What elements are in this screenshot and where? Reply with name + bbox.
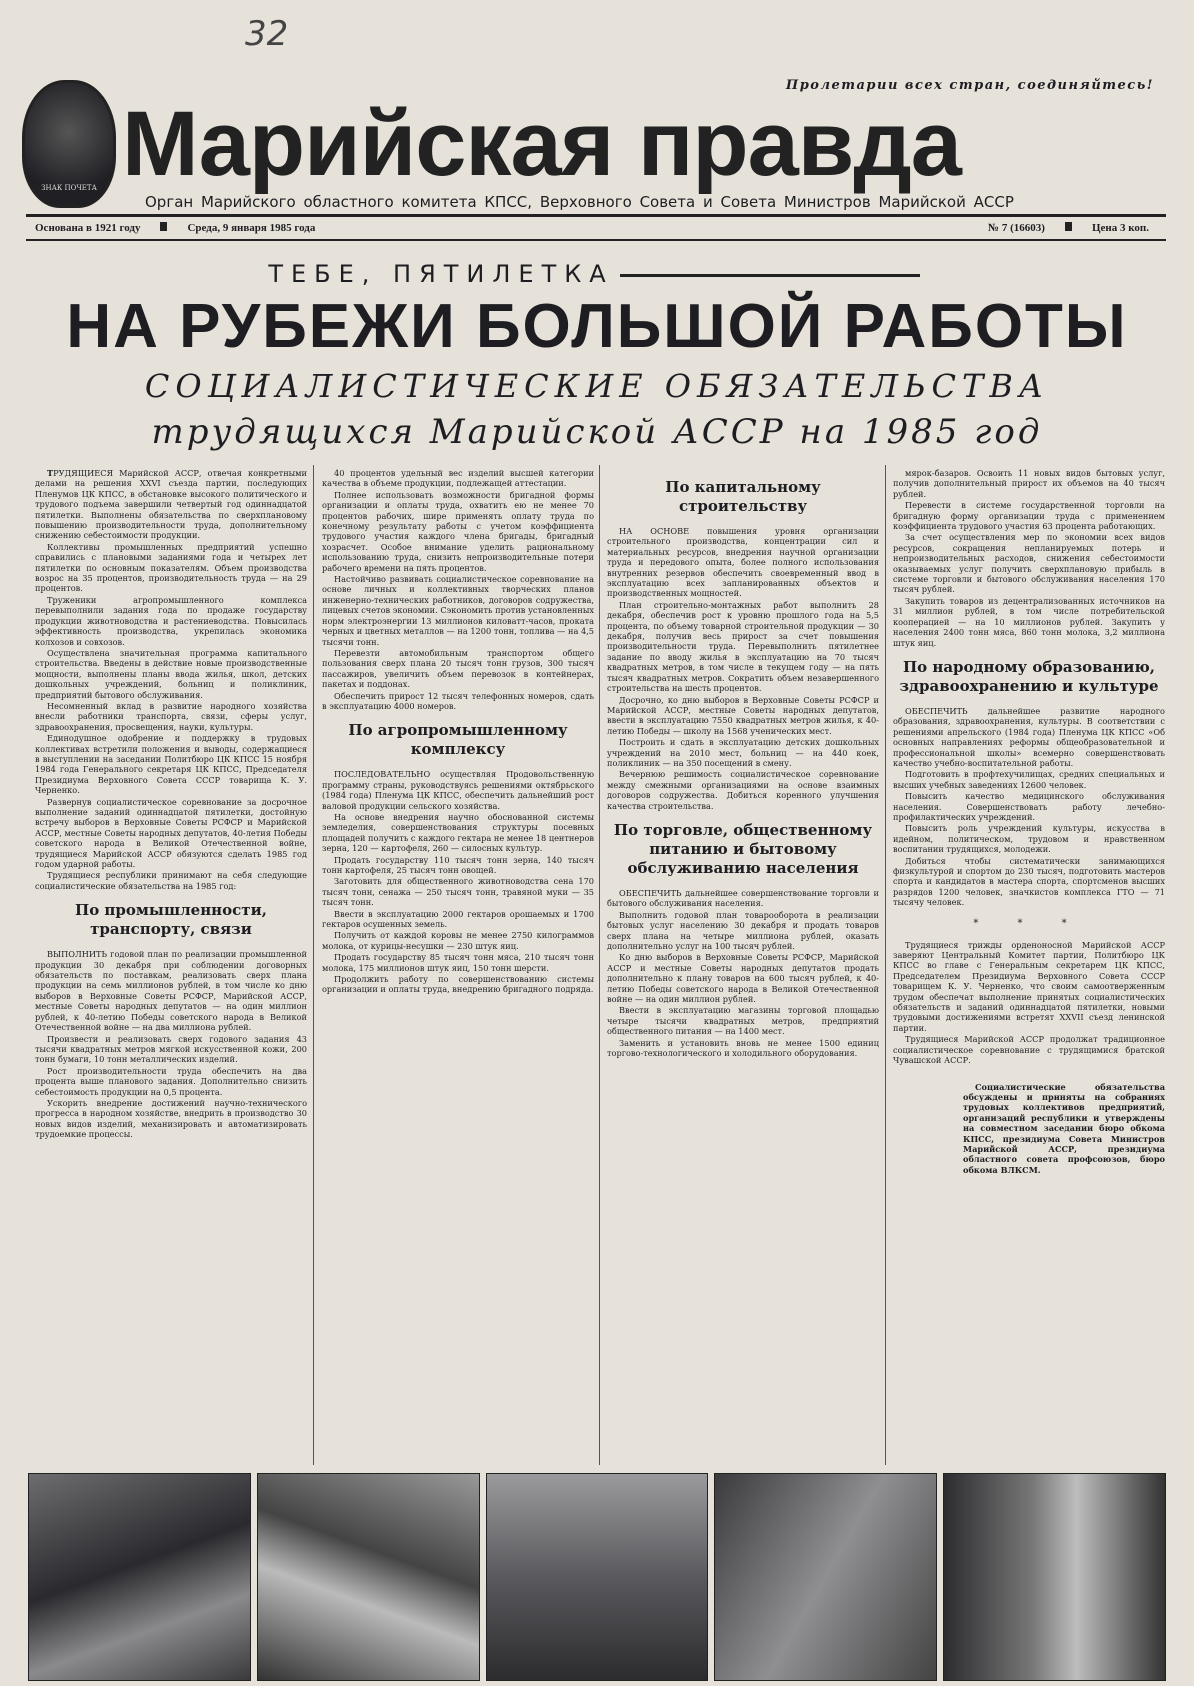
subheadline-2: трудящихся Марийской АССР на 1985 год [151, 412, 1043, 452]
paragraph: Подготовить в профтехучилищах, средних специальных и высших учебных заведениях 12600 человек. [893, 769, 1165, 790]
paragraph: Рост производительности труда обеспечить на два процента выше планового задания. Дополнительно снизить себестоимость продукции на 0,5 процента. [35, 1065, 307, 1097]
section-heading-education: По народному образованию, здравоохранению и культуре [899, 657, 1159, 695]
paragraph: Осуществлена значительная программа капитального строительства. Введены в действие новые производственные мощности, выполнены планы ввода жилья, школ, детских дошкольных учреждений, больниц и поликлиник, предприятий бытового обслуживания. [35, 647, 307, 700]
paragraph: За счет осуществления мер по экономии всех видов ресурсов, сокращения непланируемых потерь и непроизводительных расходов, снижения себестоимости оказываемых услуг получить сверхплановую прибыль в системе торговли и бытового обслуживания населения 170 тысяч рублей. [893, 532, 1165, 595]
paragraph: Ввести в эксплуатацию магазины торговой площадью четыре тысячи квадратных метров, предприятий общественного питания — на 1400 мест. [607, 1005, 879, 1037]
paragraph: Единодушное одобрение и поддержку в трудовых коллективах встретили положения и выводы, содержащиеся в выступлении на заседании Политбюро ЦК КПСС 15 ноября 1984 года Генерального секретаря ЦК КПСС, Председателя Президиума Верховного Совета СССР товарища К. У. Черненко. [35, 733, 307, 796]
paragraph: Добиться чтобы систематически занимающихся физкультурой и спортом до 230 тысяч, подготовить мастеров спорта и кандидатов в мастера спорта, спортсменов высших разрядов 1200 человек, значкистов комплекса ГТО — 71 тысячу человек. [893, 855, 1165, 908]
paragraph: Коллективы промышленных предприятий успешно справились с плановыми заданиями года и четырех лет пятилетки по основным показателям. Объем производства возрос на 35 процентов, производительность труда — на 29 процентов. [35, 541, 307, 594]
motto: Пролетарии всех стран, соединяйтесь! [785, 78, 1154, 93]
paragraph: мярок-базаров. Освоить 11 новых видов бытовых услуг, получив дополнительный прирост их объемов на 40 тысяч рублей. [893, 468, 1165, 499]
column-rule [599, 465, 600, 1465]
paragraph: Перевести в системе государственной торговли на бригадную форму организации труда с применением коэффициента трудового участия 63 процента работающих. [893, 500, 1165, 532]
organ-line: Орган Марийского областного комитета КПСС, Верховного Совета и Совета Министров Марийской АССР [145, 193, 1014, 211]
adoption-note: Социалистические обязательства обсуждены и приняты на собраниях трудовых коллективов предприятий, организаций республики и утверждены на совместном заседании бюро обкома КПСС, президиума Совета Министров Марийской АССР, президиума областного совета профсоюзов, бюро обкома ВЛКСМ. [963, 1081, 1165, 1175]
column-4 [893, 468, 1165, 1176]
column-2 [322, 468, 594, 996]
paragraph: Получить от каждой коровы не менее 2750 килограммов молока, от курицы-несушки — 230 штук яиц. [322, 930, 594, 951]
paragraph: 40 процентов удельный вес изделий высшей категории качества в объеме продукции, подлежащей аттестации. [322, 468, 594, 489]
column-3 [607, 468, 879, 1059]
issue-info-right: № 7 (16603) Цена 3 коп. [988, 222, 1149, 234]
paragraph: Построить и сдать в эксплуатацию детских дошкольных учреждений на 2010 мест, больниц — на 440 коек, поликлиник — на 350 посещений в смену. [607, 737, 879, 768]
paragraph: Заготовить для общественного животноводства сена 170 тысяч тонн, сенажа — 250 тысяч тонн, травяной муки — 35 тысяч тонн. [322, 876, 594, 908]
handwritten-page-number: 32 [245, 14, 289, 54]
paragraph: Продать государству 110 тысяч тонн зерна, 140 тысяч тонн картофеля, 25 тысяч тонн овощей. [322, 854, 594, 875]
paragraph: Ввести в эксплуатацию 2000 гектаров орошаемых и 1700 гектаров осушенных земель. [322, 908, 594, 930]
paragraph: Полнее использовать возможности бригадной формы организации и оплаты труда, охватить ею не менее 70 процентов рабочих, шире применять оплату труда по конечному результату работы с учетом коэффициента трудового участия каждого члена бригады, бригадный хозрасчет. Особое внимание уделить рациональному использованию труда, снизить непроизводительные потери рабочего времени на пять процентов. [322, 489, 594, 573]
section-heading-agro: По агропромышленному комплексу [348, 721, 568, 759]
paragraph: Вечернюю решимость социалистическое соревнование между смежными организациями на основе взаимных договоров содружества. Добиться коренного улучшения качества строительства. [607, 769, 879, 811]
paragraph: Заменить и установить вновь не менее 1500 единиц торгово-технологического и холодильного оборудования. [607, 1037, 879, 1059]
section-heading-trade: По торговле, общественному питанию и бытовому обслуживанию населения [613, 820, 873, 877]
paragraph: Развернув социалистическое соревнование за досрочное выполнение заданий одиннадцатой пятилетки, достойную встречу выборов в Верховные Советы РСФСР и Марийской АССР, местные Советы народных депутатов, 40-летия Победы советского народа в Великой Отечественной войне, трудящиеся Марийской АССР обязуются сделать 1985 год годом ударной работы. [35, 796, 307, 870]
paragraph: ОБЕСПЕЧИТЬ дальнейшее развитие народного образования, здравоохранения, культуры. В соответствии с решениями апрельского (1984 года) Пленума ЦК КПСС «Об основных направлениях реформы общеобразовательной и профессиональной школы» всемерно совершенствовать качество учебно-воспитательной работы. [893, 705, 1165, 768]
paragraph: Перевезти автомобильным транспортом общего пользования сверх плана 20 тысяч тонн грузов, 300 тысяч пассажиров, увеличить объем перевозок в контейнерах, пакетах и поддонах. [322, 647, 594, 690]
subheadline: СОЦИАЛИСТИЧЕСКИЕ ОБЯЗАТЕЛЬСТВА [144, 367, 1050, 405]
photo-construction-crane [28, 1473, 251, 1681]
newspaper-title: Марийская правда [122, 93, 961, 195]
paragraph: Трудящиеся трижды орденоносной Марийской АССР заверяют Центральный Комитет партии, Политбюро ЦК КПСС во главе с Генеральным секретарем ЦК КПСС, Председателем Президиума Верховного Совета СССР товарищем К. У. Черненко, что своим самоотверженным трудом обеспечат выполнение принятых социалистических обязательств и заданий одиннадцатой пятилетки, новыми трудовыми достижениями встретят XXVII съезд ленинской партии. [893, 939, 1165, 1033]
paragraph: План строительно-монтажных работ выполнить 28 декабря, обеспечив рост к уровню прошлого года на 5,5 процента, по объему товарной строительной продукции — 30 декабря, получив весь прирост за счет повышения производительности труда. Перевыполнить пятилетнее задание по вводу жилья в эксплуатацию на 70 тысяч квадратных метров, в том числе в текущем году — на пять тысяч квадратных метров. Сократить объем незавершенного строительства на шесть процентов. [607, 599, 879, 694]
paragraph: НА ОСНОВЕ повышения уровня организации строительного производства, концентрации сил и материальных ресурсов, внедрения научной организации труда и передового опыта, более полного использования внутренних резервов обеспечить своевременный ввод в эксплуатацию всех запланированных объектов и производственных мощностей. [607, 526, 879, 599]
paragraph: Настойчиво развивать социалистическое соревнование на основе личных и коллективных творческих планов инженерно-технических работников, договоров содружества, лицевых счетов экономии. Сэкономить против установленных норм электроэнергии 13 миллионов киловатт-часов, проката черных и цветных металлов — на 1200 тонн, топлива — на 4,5 тысячи тонн. [322, 574, 594, 647]
section-heading-industry: По промышленности, транспорту, связи [75, 901, 267, 939]
photo-shop [714, 1473, 937, 1681]
paragraph: Продолжить работу по совершенствованию системы организации и оплаты труда, внедрению бригадного подряда. [322, 974, 594, 995]
paragraph: На основе внедрения научно обоснованной системы земледелия, совершенствования структуры посевных площадей получить с каждого гектара не менее 18 центнеров зерна, 120 — картофеля, 260 — силосных культур. [322, 811, 594, 854]
divider [26, 239, 1166, 241]
photo-strip [28, 1473, 1166, 1681]
column-rule [885, 465, 886, 1465]
paragraph: Продать государству 85 тысяч тонн мяса, 210 тысяч тонн молока, 175 миллионов штук яиц, 150 тонн шерсти. [322, 952, 594, 973]
divider [26, 214, 1166, 217]
paragraph: Трудящиеся Марийской АССР продолжат традиционное социалистическое соревнование с трудящимися братской Чувашской АССР. [893, 1034, 1165, 1066]
column-1 [35, 468, 307, 1141]
photo-dancers [943, 1473, 1166, 1681]
paragraph: Обеспечить прирост 12 тысяч телефонных номеров, сдать в эксплуатацию 4000 номеров. [322, 690, 594, 711]
photo-workers [486, 1473, 709, 1681]
order-badge-emblem-icon: ЗНАК ПОЧЕТА [22, 80, 116, 208]
paragraph: Произвести и реализовать сверх годового задания 43 тысячи квадратных метров мягкой искусственной кожи, 200 тонн бумаги, 10 тонн металлических изделий. [35, 1033, 307, 1065]
section-separator: * * * [973, 917, 1085, 929]
paragraph: Повысить роль учреждений культуры, искусства в идейном, политическом, трудовом и нравственном воспитании трудящихся, молодежи. [893, 823, 1165, 855]
paragraph: Выполнить годовой план товарооборота в реализации бытовых услуг населению 30 декабря и продать товаров сверх плана на четыре миллиона рублей, оказать дополнительно услуг на 100 тысяч рублей. [607, 909, 879, 951]
photo-airplane [257, 1473, 480, 1681]
paragraph: Трудящиеся республики принимают на себя следующие социалистические обязательства на 1985 год: [35, 870, 307, 891]
paragraph: Досрочно, ко дню выборов в Верховные Советы РСФСР и Марийской АССР, местные Советы народных депутатов, ввести в эксплуатацию 7550 квадратных метров жилья, к 40-летию Победы — школу на 1568 ученических мест. [607, 694, 879, 736]
paragraph: ПОСЛЕДОВАТЕЛЬНО осуществляя Продовольственную программу страны, руководствуясь решениями октябрьского (1984 года) Пленума ЦК КПСС, обеспечить дальнейший рост валовой продукции сельского хозяйства. [322, 769, 594, 811]
paragraph: Повысить качество медицинского обслуживания населения. Совершенствовать работу лечебно-профилактических учреждений. [893, 791, 1165, 822]
paragraph: Ускорить внедрение достижений научно-технического прогресса в народном хозяйстве, внедрить в производство 30 новых видов изделий, механизировать и автоматизировать трудоемкие процессы. [35, 1097, 307, 1140]
kicker: ТЕБЕ, ПЯТИЛЕТКА [0, 260, 1194, 288]
paragraph: Закупить товаров из децентрализованных источников на 31 миллион рублей, в том числе потребительской кооперацией — на 10 миллионов рублей. Закупить у населения 2400 тонн мяса, 860 тонн молока, 3,2 миллиона штук яиц. [893, 595, 1165, 648]
paragraph: ТРУДЯЩИЕСЯ Марийской АССР, отвечая конкретными делами на решения XXVI съезда партии, последующих Пленумов ЦК КПСС, в обстановке высокого политического и трудового подъема завершили четвертый год одиннадцатой пятилетки. Выполнены обязательства по сверхплановому повышению производительности труда, дополнительному снижению себестоимости продукции. [35, 468, 307, 541]
paragraph: Ко дню выборов в Верховные Советы РСФСР, Марийской АССР и местные Советы народных депутатов продать дополнительно к плану товаров на 600 тысяч рублей, к 40-летию Победы советского народа в Великой Отечественной войне — на один миллион рублей. [607, 952, 879, 1005]
paragraph: ВЫПОЛНИТЬ годовой план по реализации промышленной продукции 30 декабря при соблюдении договорных обязательств по поставкам, реализовать сверх плана продукции на семь миллионов рублей, в том числе ко дню выборов в Верховные Советы РСФСР, Марийской АССР, местные Советы народных депутатов — на один миллион рублей, к 40-летию Победы советского народа в Великой Отечественной войне — на два миллиона рублей. [35, 949, 307, 1033]
paragraph: Несомненный вклад в развитие народного хозяйства внесли работники транспорта, связи, сферы услуг, здравоохранения, просвещения, науки, культуры. [35, 700, 307, 732]
paragraph: ОБЕСПЕЧИТЬ дальнейшее совершенствование торговли и бытового обслуживания населения. [607, 887, 879, 909]
issue-info-left: Основана в 1921 году Среда, 9 января 1985 года [35, 222, 316, 234]
column-rule [313, 465, 314, 1465]
section-heading-construction: По капитальному строительству [665, 478, 821, 515]
paragraph: Труженики агропромышленного комплекса перевыполнили задания года по продаже государству продукции животноводства и растениеводства. Повысилась эффективность производства, укрепилась экономика колхозов и совхозов. [35, 594, 307, 647]
headline: НА РУБЕЖИ БОЛЬШОЙ РАБОТЫ [66, 292, 1128, 361]
